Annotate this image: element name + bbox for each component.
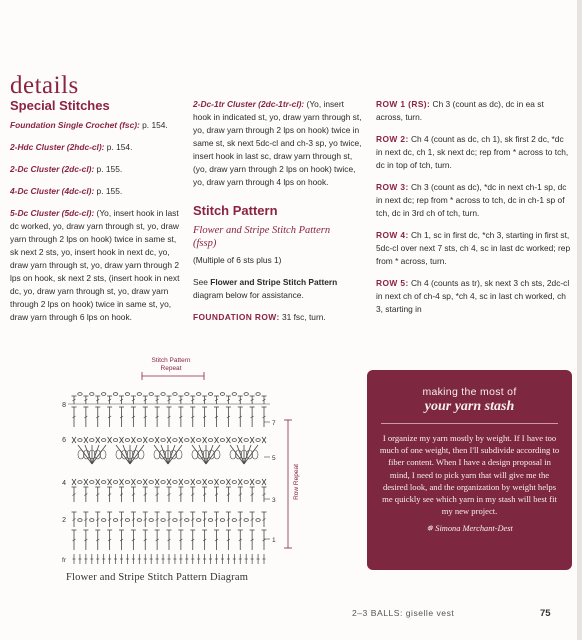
- chain-stitch-mark: [244, 519, 248, 522]
- row-text: Ch 3 (count as dc), *dc in next ch-1 sp, dc in next dc; rep from * across to tch, dc in ch-1 sp of tch, dc in 3rd ch of tch, turn.: [376, 182, 567, 218]
- chain-stitch-mark: [173, 439, 177, 442]
- right-row-number: 7: [272, 420, 276, 427]
- sidebar-body: I organize my yarn mostly by weight. If I have too much of one weight, then I'll subdivide according to fiber content. When I have a design proposal in mind, I need to pick yarn that will give me the desired look, and the organization by weight helps me quickly see which yarn in my stash will best fit my new project.: [379, 433, 560, 517]
- foundation-text: 31 fsc, turn.: [279, 312, 326, 322]
- chain-stitch-mark: [101, 481, 105, 484]
- cluster-stitch-mark: [237, 445, 244, 464]
- pattern-subtitle-line2: (fssp): [193, 238, 217, 249]
- petal-mark: [138, 450, 144, 459]
- see-suffix: diagram below for assistance.: [193, 290, 304, 300]
- chain-stitch-mark: [149, 519, 153, 522]
- see-bold: Flower and Stripe Stitch Pattern: [210, 277, 338, 287]
- chain-stitch-mark: [90, 481, 94, 484]
- chain-stitch-mark: [244, 481, 248, 484]
- chain-stitch-mark: [78, 439, 82, 442]
- row-text: Ch 4 (count as dc, ch 1), sk first 2 dc, *dc in next dc, ch 1, sk next dc; rep from * across to tch, dc in top of tch, turn.: [376, 134, 569, 170]
- right-row-number: 3: [272, 497, 276, 504]
- chain-stitch-mark: [90, 439, 94, 442]
- dc4-term: 4-Dc Cluster (4dc-cl):: [10, 186, 95, 196]
- chain-stitch-mark: [161, 519, 165, 522]
- dc4-entry: [10, 185, 182, 198]
- chain-stitch-mark: [185, 439, 189, 442]
- dc5-entry: [10, 207, 182, 324]
- cluster-stitch-mark: [230, 445, 244, 464]
- chain-stitch-mark: [208, 481, 212, 484]
- row-5: [376, 277, 572, 316]
- chain-stitch-mark: [256, 481, 260, 484]
- row-label: ROW 5:: [376, 278, 409, 288]
- chain-stitch-mark: [137, 439, 141, 442]
- cluster-stitch-mark: [161, 445, 168, 464]
- cluster-stitch-mark: [192, 445, 206, 464]
- chain-stitch-mark: [125, 439, 129, 442]
- page-number: 75: [540, 608, 551, 619]
- right-row-number: 5: [272, 455, 276, 462]
- chain-stitch-mark: [101, 519, 105, 522]
- pattern-multiple: (Multiple of 6 sts plus 1): [193, 255, 282, 265]
- left-row-number: 2: [62, 517, 66, 524]
- cluster-stitch-mark: [244, 445, 251, 464]
- row-4: [376, 229, 572, 268]
- petal-mark: [116, 450, 122, 459]
- petal-mark: [214, 450, 220, 459]
- petal-mark: [154, 450, 160, 459]
- chain-stitch-mark: [196, 439, 200, 442]
- chain-stitch-mark: [232, 481, 236, 484]
- see-diagram-note: [193, 276, 363, 302]
- tr-cluster-term: 2-Dc-1tr Cluster (2dc-1tr-cl):: [193, 99, 305, 109]
- cluster-stitch-mark: [206, 445, 220, 464]
- sidebar-attribution: ✵ Simona Merchant-Dest: [426, 524, 513, 534]
- chain-stitch-mark: [125, 481, 129, 484]
- petal-mark: [100, 450, 106, 459]
- chain-stitch-mark: [90, 519, 94, 522]
- see-prefix: See: [193, 277, 211, 287]
- rows-column: [376, 98, 572, 325]
- chain-stitch-mark: [90, 393, 94, 396]
- cluster-stitch-mark: [168, 445, 175, 464]
- chain-stitch-mark: [220, 519, 224, 522]
- fsc-text: p. 154.: [139, 120, 168, 130]
- chain-stitch-mark: [137, 519, 141, 522]
- row-label: ROW 1 (RS):: [376, 99, 431, 109]
- section-heading: details: [10, 72, 79, 99]
- pattern-subtitle-line1: Flower and Stripe Stitch Pattern: [193, 225, 331, 236]
- chain-stitch-mark: [196, 481, 200, 484]
- chain-stitch-mark: [149, 393, 153, 396]
- chain-stitch-mark: [161, 439, 165, 442]
- chain-stitch-mark: [185, 481, 189, 484]
- cluster-stitch-mark: [154, 445, 168, 464]
- dc5-term: 5-Dc Cluster (5dc-cl):: [10, 208, 95, 218]
- chain-stitch-mark: [232, 439, 236, 442]
- cluster-stitch-mark: [130, 445, 137, 464]
- dc2-text: p. 155.: [94, 164, 123, 174]
- chain-stitch-mark: [101, 393, 105, 396]
- tr-cluster-text: (Yo, insert hook in indicated st, yo, draw yarn through st, yo, draw yarn through 2 lps on hook) twice in same st, sk next 5dc-cl and ch-3 sp, yo twice, insert hook in last sc, draw yarn through st, (yo, draw yarn through 2 lps on hook) twice, yo, draw yarn through 4 lps on hook.: [193, 99, 362, 187]
- tr-cluster-entry: [193, 98, 363, 189]
- chain-stitch-mark: [173, 481, 177, 484]
- left-row-number: fr: [62, 557, 66, 564]
- chain-stitch-mark: [232, 393, 236, 396]
- row-text: Ch 4 (counts as tr), sk next 3 ch sts, 2dc-cl in next ch of ch-4 sp, *ch 4, sc in last ch worked, ch 3, starting in: [376, 278, 570, 314]
- diagram-marks: [68, 372, 292, 564]
- left-row-number: 4: [62, 480, 66, 487]
- diagram-caption: Flower and Stripe Stitch Pattern Diagram: [66, 572, 249, 583]
- stitch-pattern-title: Stitch Pattern: [193, 203, 278, 218]
- sidebar-title-line1: making the most of: [422, 386, 517, 398]
- foundation-label: FOUNDATION ROW:: [193, 312, 280, 322]
- chain-stitch-mark: [220, 393, 224, 396]
- cluster-stitch-mark: [168, 445, 182, 464]
- row-text: Ch 1, sc in first dc, *ch 3, starting in first st, 5dc-cl over next 7 sts, ch 4, sc in last dc worked; rep from * across, turn.: [376, 230, 571, 266]
- petal-mark: [176, 450, 182, 459]
- chain-stitch-mark: [113, 481, 117, 484]
- hdc2-text: p. 154.: [104, 142, 133, 152]
- hdc2-term: 2-Hdc Cluster (2hdc-cl):: [10, 142, 105, 152]
- cluster-stitch-mark: [123, 445, 130, 464]
- chain-stitch-mark: [125, 519, 129, 522]
- petal-mark: [78, 450, 84, 459]
- left-row-number: 6: [62, 437, 66, 444]
- chain-stitch-mark: [78, 519, 82, 522]
- chain-stitch-mark: [113, 439, 117, 442]
- row-text: Ch 3 (count as dc), dc in ea st across, turn.: [376, 99, 544, 122]
- chain-stitch-mark: [173, 393, 177, 396]
- chain-stitch-mark: [232, 519, 236, 522]
- chain-stitch-mark: [113, 393, 117, 396]
- row-3: [376, 181, 572, 220]
- chain-stitch-mark: [256, 393, 260, 396]
- foundation-row: [193, 311, 363, 324]
- chain-stitch-mark: [78, 481, 82, 484]
- chain-stitch-mark: [161, 393, 165, 396]
- petal-mark: [230, 450, 236, 459]
- chain-stitch-mark: [125, 393, 129, 396]
- petal-mark: [192, 450, 198, 459]
- chain-stitch-mark: [256, 519, 260, 522]
- chain-stitch-mark: [244, 393, 248, 396]
- stitch-diagram: [54, 352, 314, 582]
- chain-stitch-mark: [149, 481, 153, 484]
- dc4-text: p. 155.: [94, 186, 123, 196]
- dc2-entry: [10, 163, 182, 176]
- chain-stitch-mark: [173, 519, 177, 522]
- cluster-stitch-mark: [92, 445, 106, 464]
- row-label: ROW 2:: [376, 134, 409, 144]
- stitch-pattern-column: [193, 98, 363, 333]
- chain-stitch-mark: [185, 393, 189, 396]
- pattern-subtitle: [193, 224, 363, 250]
- fsc-term: Foundation Single Crochet (fsc):: [10, 120, 140, 130]
- chain-stitch-mark: [220, 481, 224, 484]
- sidebar-title-line2: your yarn stash: [424, 399, 515, 414]
- cluster-stitch-mark: [92, 445, 99, 464]
- chain-stitch-mark: [208, 439, 212, 442]
- chain-stitch-mark: [101, 439, 105, 442]
- chain-stitch-mark: [244, 439, 248, 442]
- dc5-text: (Yo, insert hook in last dc worked, yo, draw yarn through st, yo, draw yarn through 2 lps on hook) twice in same st, sk next 2 sts, yo, insert hook in next dc, yo, draw yarn through st, yo, draw yarn through 2 lps on hook, sk next 2 sts, (insert hook in next dc, yo, draw yarn through st, yo, draw yarn through 2 lps on hook) twice in same st, yo, draw yarn through 6 lps on hook.: [10, 208, 180, 322]
- chain-stitch-mark: [113, 519, 117, 522]
- left-row-number: 8: [62, 402, 66, 409]
- row-repeat-label: Row Repeat: [293, 464, 300, 500]
- special-stitches-title: Special Stitches: [10, 98, 110, 113]
- right-row-number: 1: [272, 537, 276, 544]
- row-label: ROW 4:: [376, 230, 409, 240]
- page-edge: [577, 0, 582, 640]
- chain-stitch-mark: [220, 439, 224, 442]
- chain-stitch-mark: [185, 519, 189, 522]
- yarn-stash-sidebar: [367, 370, 572, 570]
- chain-stitch-mark: [256, 439, 260, 442]
- row-1: [376, 98, 572, 124]
- hdc2-entry: [10, 141, 182, 154]
- chain-stitch-mark: [208, 519, 212, 522]
- cluster-stitch-mark: [116, 445, 130, 464]
- chain-stitch-mark: [208, 393, 212, 396]
- special-stitches-column: [10, 98, 182, 333]
- chain-stitch-mark: [137, 393, 141, 396]
- row-2: [376, 133, 572, 172]
- chain-stitch-mark: [196, 519, 200, 522]
- chain-stitch-mark: [196, 393, 200, 396]
- cluster-stitch-mark: [244, 445, 258, 464]
- row-label: ROW 3:: [376, 182, 409, 192]
- dc2-term: 2-Dc Cluster (2dc-cl):: [10, 164, 95, 174]
- cluster-stitch-mark: [130, 445, 144, 464]
- chain-stitch-mark: [149, 439, 153, 442]
- petal-mark: [252, 450, 258, 459]
- chain-stitch-mark: [137, 481, 141, 484]
- footer-title: 2–3 BALLS: giselle vest: [352, 608, 455, 618]
- chain-stitch-mark: [161, 481, 165, 484]
- fsc-entry: [10, 119, 182, 132]
- cluster-stitch-mark: [85, 445, 92, 464]
- cluster-stitch-mark: [78, 445, 92, 464]
- chain-stitch-mark: [78, 393, 82, 396]
- repeat-label-1: Stitch Pattern: [151, 357, 191, 364]
- cluster-stitch-mark: [206, 445, 213, 464]
- cluster-stitch-mark: [199, 445, 206, 464]
- repeat-label-2: Repeat: [160, 365, 182, 372]
